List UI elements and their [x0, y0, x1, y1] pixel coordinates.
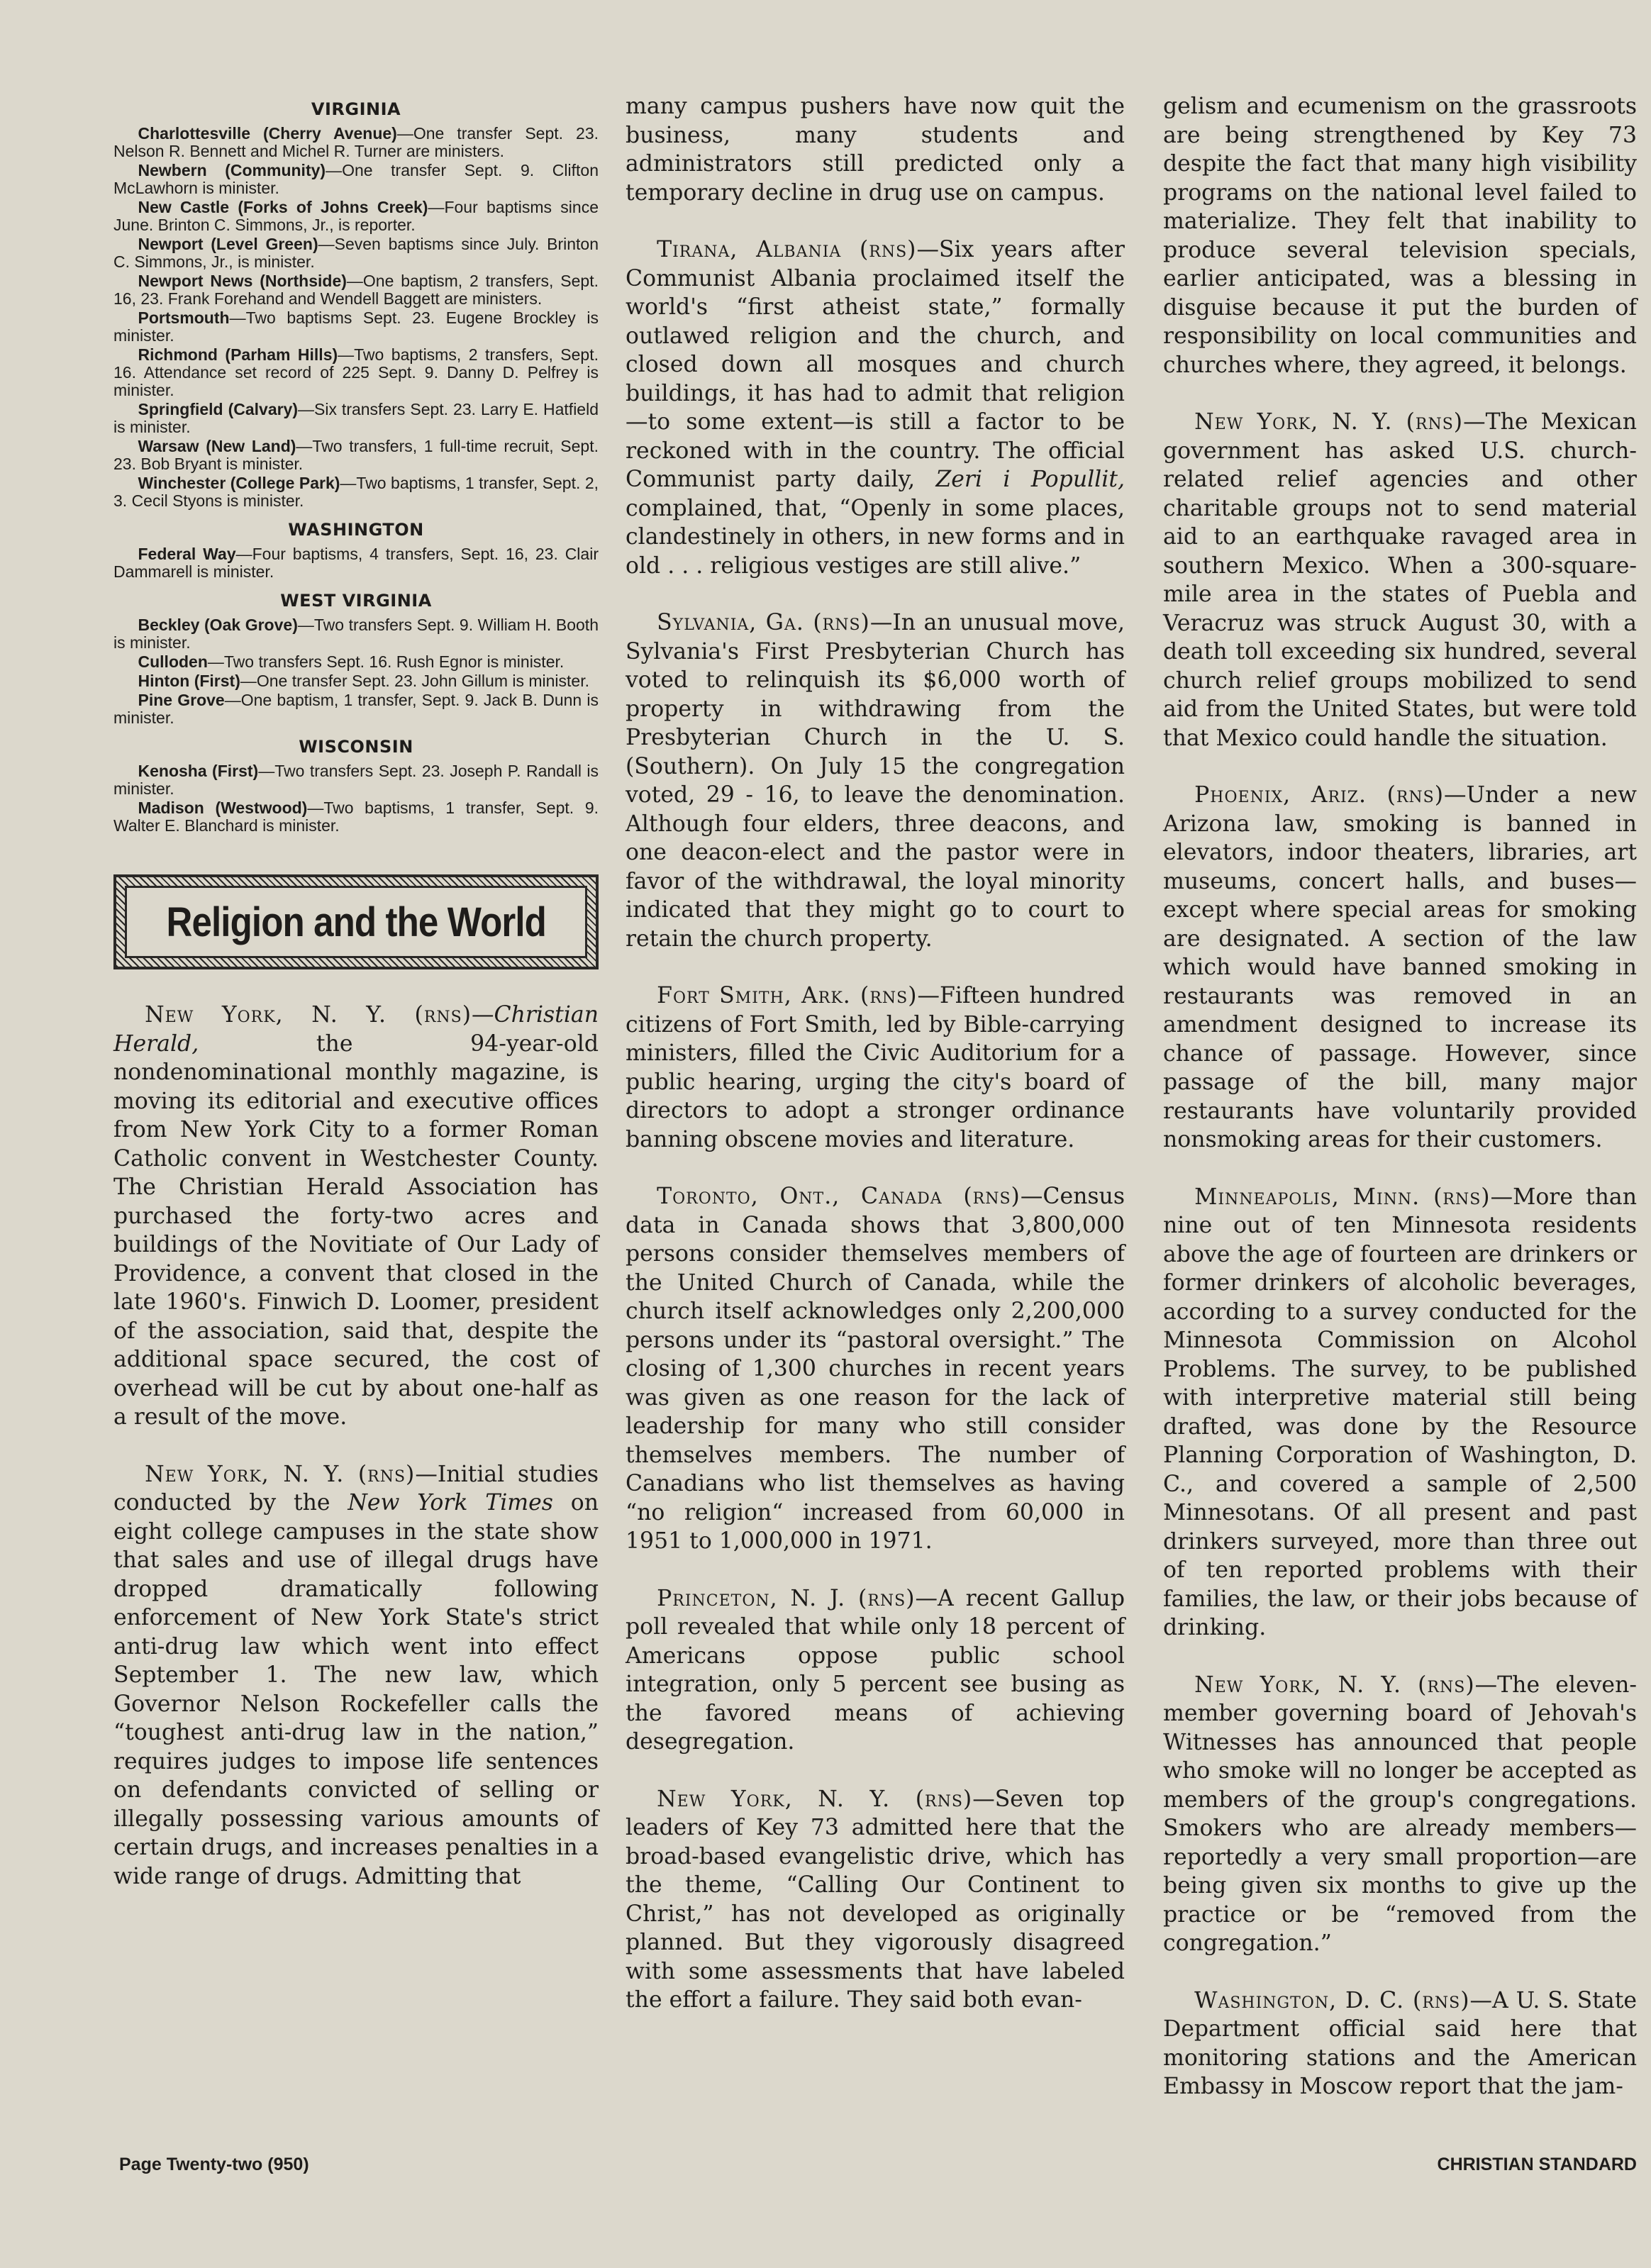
- dateline: Fort Smith, Ark. (rns): [657, 983, 918, 1008]
- church-name: New Castle (Forks of Johns Creek): [138, 198, 428, 216]
- news-column-1: [113, 1001, 599, 1891]
- news-text: —The eleven-member governing board of Jehovah's Witnesses has announced that people who smoke will no longer be accepted as members of the group's congregations. Smokers who are already members—reportedly a very small proportion—are being given six months to give up the practice or be “removed from the congregation.”: [1163, 1672, 1637, 1956]
- church-name: Culloden: [138, 652, 208, 671]
- state-heading: WASHINGTON: [288, 520, 424, 540]
- dateline: Sylvania, Ga. (rns): [657, 610, 870, 635]
- dateline: New York, N. Y. (rns): [1194, 409, 1464, 435]
- church-name: Springfield (Calvary): [138, 400, 299, 418]
- church-entry: [113, 672, 599, 690]
- news-item: [626, 1584, 1125, 1757]
- church-report: —Six transfers Sept. 23. Larry E. Hatfield is minister.: [113, 400, 599, 436]
- church-report: —One baptism, 1 transfer, Sept. 9. Jack B. Dunn is minister.: [113, 691, 599, 727]
- news-item: [1163, 1183, 1637, 1642]
- church-name: Beckley (Oak Grove): [138, 616, 298, 634]
- news-text: —More than nine out of ten Minnesota residents above the age of fourteen are drinkers or former drinkers of alcoholic beverages, according to a survey conducted for the Minnesota Commission on Alcohol Problems. The survey, to be published with interpretive material still being drafted, was done by the Resource Planning Corporation of Washington, D. C., and covered a sample of 2,500 Minnesotans. Of all present and past drinkers surveyed, more than three out of ten reported problems with their families, the law, or their jobs because of drinking.: [1163, 1184, 1638, 1640]
- church-report: —One baptism, 2 transfers, Sept. 16, 23. Frank Forehand and Wendell Baggett are ministers.: [113, 272, 599, 308]
- church-report: —Two baptisms, 1 transfer, Sept. 9. Walter E. Blanchard is minister.: [113, 799, 599, 835]
- church-report: —One transfer Sept. 23. John Gillum is minister.: [240, 672, 590, 690]
- dateline: Toronto, Ont., Canada (rns): [657, 1184, 1021, 1209]
- church-name: Newport News (Northside): [138, 272, 347, 290]
- church-name: Richmond (Parham Hills): [138, 345, 338, 364]
- dateline: New York, N. Y. (rns): [657, 1786, 973, 1812]
- state-heading: VIRGINIA: [311, 99, 401, 119]
- section-title: Religion and the World: [166, 899, 546, 945]
- church-report: —One transfer Sept. 9. Clifton McLawhorn is minister.: [113, 161, 599, 197]
- news-item: [113, 1001, 599, 1432]
- church-report: —Two baptisms, 2 transfers, Sept. 16. Attendance set record of 225 Sept. 9. Danny D. Pelfrey is minister.: [113, 345, 599, 399]
- news-text: —Seven top leaders of Key 73 admitted here that the broad-based evangelistic drive, which has the theme, “Calling Our Continent to Christ,” has not developed as originally planned. But they vigorously disagreed with some assessments that have labeled the effort a failure. They said both evan-: [626, 1786, 1125, 2013]
- church-report: —Two transfers, 1 full-time recruit, Sept. 23. Bob Bryant is minister.: [113, 437, 599, 473]
- news-text: —: [472, 1002, 494, 1028]
- news-item: [626, 235, 1125, 580]
- church-report: —Seven baptisms since July. Brinton C. Simmons, Jr., is minister.: [113, 235, 599, 271]
- church-name: Newport (Level Green): [138, 235, 318, 253]
- church-name: Portsmouth: [138, 308, 230, 327]
- church-name: Hinton (First): [138, 672, 240, 690]
- dateline: New York, N. Y. (rns): [145, 1461, 416, 1487]
- church-report: —Four baptisms, 4 transfers, Sept. 16, 23. Clair Dammarell is minister.: [113, 545, 599, 581]
- church-entry: [113, 162, 599, 197]
- church-news-directory: [113, 99, 599, 835]
- dateline: Washington, D. C. (rns): [1194, 1987, 1470, 2013]
- publication-name: CHRISTIAN STANDARD: [1437, 2155, 1637, 2174]
- news-column-3: [1163, 92, 1637, 2101]
- church-entry: [113, 799, 599, 835]
- news-item: [626, 1785, 1125, 2015]
- church-name: Madison (Westwood): [138, 799, 308, 817]
- news-text: —Initial studies conducted by the: [113, 1461, 599, 1516]
- church-report: —Two transfers Sept. 16. Rush Egnor is minister.: [207, 652, 565, 671]
- news-text: —Fifteen hundred citizens of Fort Smith, led by Bible-carrying ministers, filled the Civic Auditorium for a public hearing, urging the city's board of directors to adopt a stronger ordinance banning obscene movies and literature.: [626, 983, 1125, 1152]
- column-right: [1163, 92, 1637, 2101]
- publication-title: Christian Herald,: [113, 1002, 599, 1057]
- church-entry: [113, 235, 599, 271]
- news-text: complained, that, “Openly in some places, clandestinely in others, in new forms and in old . . . religious vestiges are still alive.”: [626, 495, 1125, 579]
- news-text: —A U. S. State Department official said here that monitoring stations and the American Embassy in Moscow report that the jam-: [1163, 1987, 1637, 2099]
- news-text: —A recent Gallup poll revealed that while only 18 percent of Americans oppose public school integration, only 5 percent see busing as the favored means of achieving desegregation.: [626, 1585, 1125, 1755]
- news-text: on eight college campuses in the state show that sales and use of illegal drugs have dropped dramatically following enforcement of New York State's strict anti-drug law which went into effect September 1. The new law, which Governor Nelson Rockefeller calls the “toughest anti-drug law in the nation,” requires judges to impose life sentences on defendants convicted of selling or illegally possessing various amounts of certain drugs, and increases penalties in a wide range of drugs. Admitting that: [113, 1490, 599, 1889]
- church-entry: [113, 653, 599, 671]
- church-report: —Two transfers Sept. 23. Joseph P. Randall is minister.: [113, 762, 599, 798]
- church-entry: [113, 545, 599, 581]
- church-name: Federal Way: [138, 545, 236, 563]
- dateline: New York, N. Y. (rns): [1194, 1672, 1475, 1698]
- church-report: —One transfer Sept. 23. Nelson R. Bennett and Michel R. Turner are ministers.: [113, 124, 599, 160]
- church-name: Charlottesville (Cherry Avenue): [138, 124, 397, 143]
- news-text: gelism and ecumenism on the grassroots are being strengthened by Key 73 despite the fact that many high visibility programs on the national level failed to materialize. They felt that inability to produce several television specials, earlier anticipated, was a blessing in disguise because it put the burden of responsibility on local communities and churches where, they agreed, it belongs.: [1163, 94, 1637, 378]
- church-entry: [113, 272, 599, 308]
- news-text: —Under a new Arizona law, smoking is banned in elevators, indoor theaters, libraries, art museums, concert halls, and buses—except where special areas for smoking are designated. A section of the law which would have banned smoking in restaurants was removed in an amendment designed to increase its chance of passage. However, since passage of the bill, many major restaurants have voluntarily provided nonsmoking areas for their customers.: [1163, 782, 1637, 1152]
- section-banner: [113, 874, 599, 969]
- news-text: many campus pushers have now quit the business, many students and administrators still predicted only a temporary decline in drug use on campus.: [626, 94, 1125, 206]
- news-text: —Census data in Canada shows that 3,800,000 persons consider themselves members of the United Church of Canada, while the church itself acknowledges only 2,200,000 persons under its “pastoral oversight.” The closing of 1,300 churches in recent years was given as one reason for the lack of leadership for many who still consider themselves members. The number of Canadians who list themselves as having “no religion“ increased from 60,000 in 1951 to 1,000,000 in 1971.: [626, 1184, 1125, 1554]
- column-middle: [626, 92, 1125, 2015]
- church-entry: [113, 401, 599, 436]
- dateline: Princeton, N. J. (rns): [657, 1585, 916, 1611]
- publication-title: Zeri i Popullit,: [935, 467, 1125, 492]
- news-text: —Six years after Communist Albania proclaimed itself the world's “first atheist state,” formally outlawed religion and the church, and closed down all mosques and church buildings, it has had to admit that religion—to some extent—is still a factor to be reckoned with in the country. The official Communist party daily,: [626, 237, 1125, 492]
- column-left: [113, 92, 599, 1891]
- page-number: Page Twenty-two (950): [119, 2155, 309, 2174]
- publication-title: New York Times: [348, 1490, 553, 1516]
- news-text: —The Mexican government has asked U.S. church-related relief agencies and other charitable groups not to send material aid to an earthquake ravaged area in southern Mexico. When a 300-square-mile area in the states of Puebla and Veracruz was struck August 30, with a death toll exceeding six hundred, several church relief groups mobilized to send aid from the United States, but were told that Mexico could handle the situation.: [1163, 409, 1637, 751]
- news-column-2: [626, 92, 1125, 2015]
- state-heading: WISCONSIN: [299, 737, 413, 757]
- church-name: Kenosha (First): [138, 762, 259, 780]
- church-entry: [113, 616, 599, 652]
- news-text: the 94-year-old nondenominational monthly magazine, is moving its editorial and executive offices from New York City to a former Roman Catholic convent in Westchester County. The Christian Herald Association has purchased the forty-two acres and buildings of the Novitiate of Our Lady of Providence, a convent that closed in the late 1960's. Finwich D. Loomer, president of the association, said that, despite the additional space secured, the cost of overhead will be cut by about one-half as a result of the move.: [113, 1030, 599, 1430]
- dateline: New York, N. Y. (rns): [145, 1002, 472, 1028]
- news-item: [113, 1460, 599, 1891]
- news-continuation: [1163, 92, 1637, 379]
- news-item: [1163, 408, 1637, 752]
- church-report: —Two baptisms, 1 transfer, Sept. 2, 3. Cecil Styons is minister.: [113, 474, 599, 510]
- church-entry: [113, 691, 599, 727]
- church-report: —Two baptisms Sept. 23. Eugene Brockley is minister.: [113, 308, 599, 345]
- church-report: —Two transfers Sept. 9. William H. Booth is minister.: [113, 616, 599, 652]
- church-entry: [113, 438, 599, 473]
- dateline: Tirana, Albania (rns): [657, 237, 917, 262]
- news-item: [1163, 1671, 1637, 1958]
- church-entry: [113, 474, 599, 510]
- church-entry: [113, 199, 599, 234]
- church-name: Pine Grove: [138, 691, 225, 709]
- church-entry: [113, 346, 599, 399]
- news-item: [626, 1182, 1125, 1556]
- news-text: —In an unusual move, Sylvania's First Presbyterian Church has voted to relinquish its $6,000 worth of property in withdrawing from the Presbyterian Church in the U. S. (Southern). On July 15 the congregation voted, 29 - 16, to leave the denomination. Although four elders, three deacons, and one deacon-elect and the pastor were in favor of the withdrawal, the loyal minority indicated that they might go to court to retain the church property.: [626, 610, 1125, 952]
- dateline: Minneapolis, Minn. (rns): [1194, 1184, 1491, 1210]
- church-entry: [113, 125, 599, 160]
- news-item: [1163, 781, 1637, 1155]
- church-entry: [113, 309, 599, 345]
- church-name: Warsaw (New Land): [138, 437, 296, 455]
- church-report: —Four baptisms since June. Brinton C. Simmons, Jr., is reporter.: [113, 198, 599, 234]
- church-name: Newbern (Community): [138, 161, 326, 179]
- church-entry: [113, 762, 599, 798]
- state-heading: WEST VIRGINIA: [280, 591, 432, 611]
- news-continuation: [626, 92, 1125, 207]
- news-item: [1163, 1986, 1637, 2101]
- news-item: [626, 982, 1125, 1154]
- church-name: Winchester (College Park): [138, 474, 340, 492]
- news-item: [626, 608, 1125, 953]
- dateline: Phoenix, Ariz. (rns): [1194, 782, 1445, 808]
